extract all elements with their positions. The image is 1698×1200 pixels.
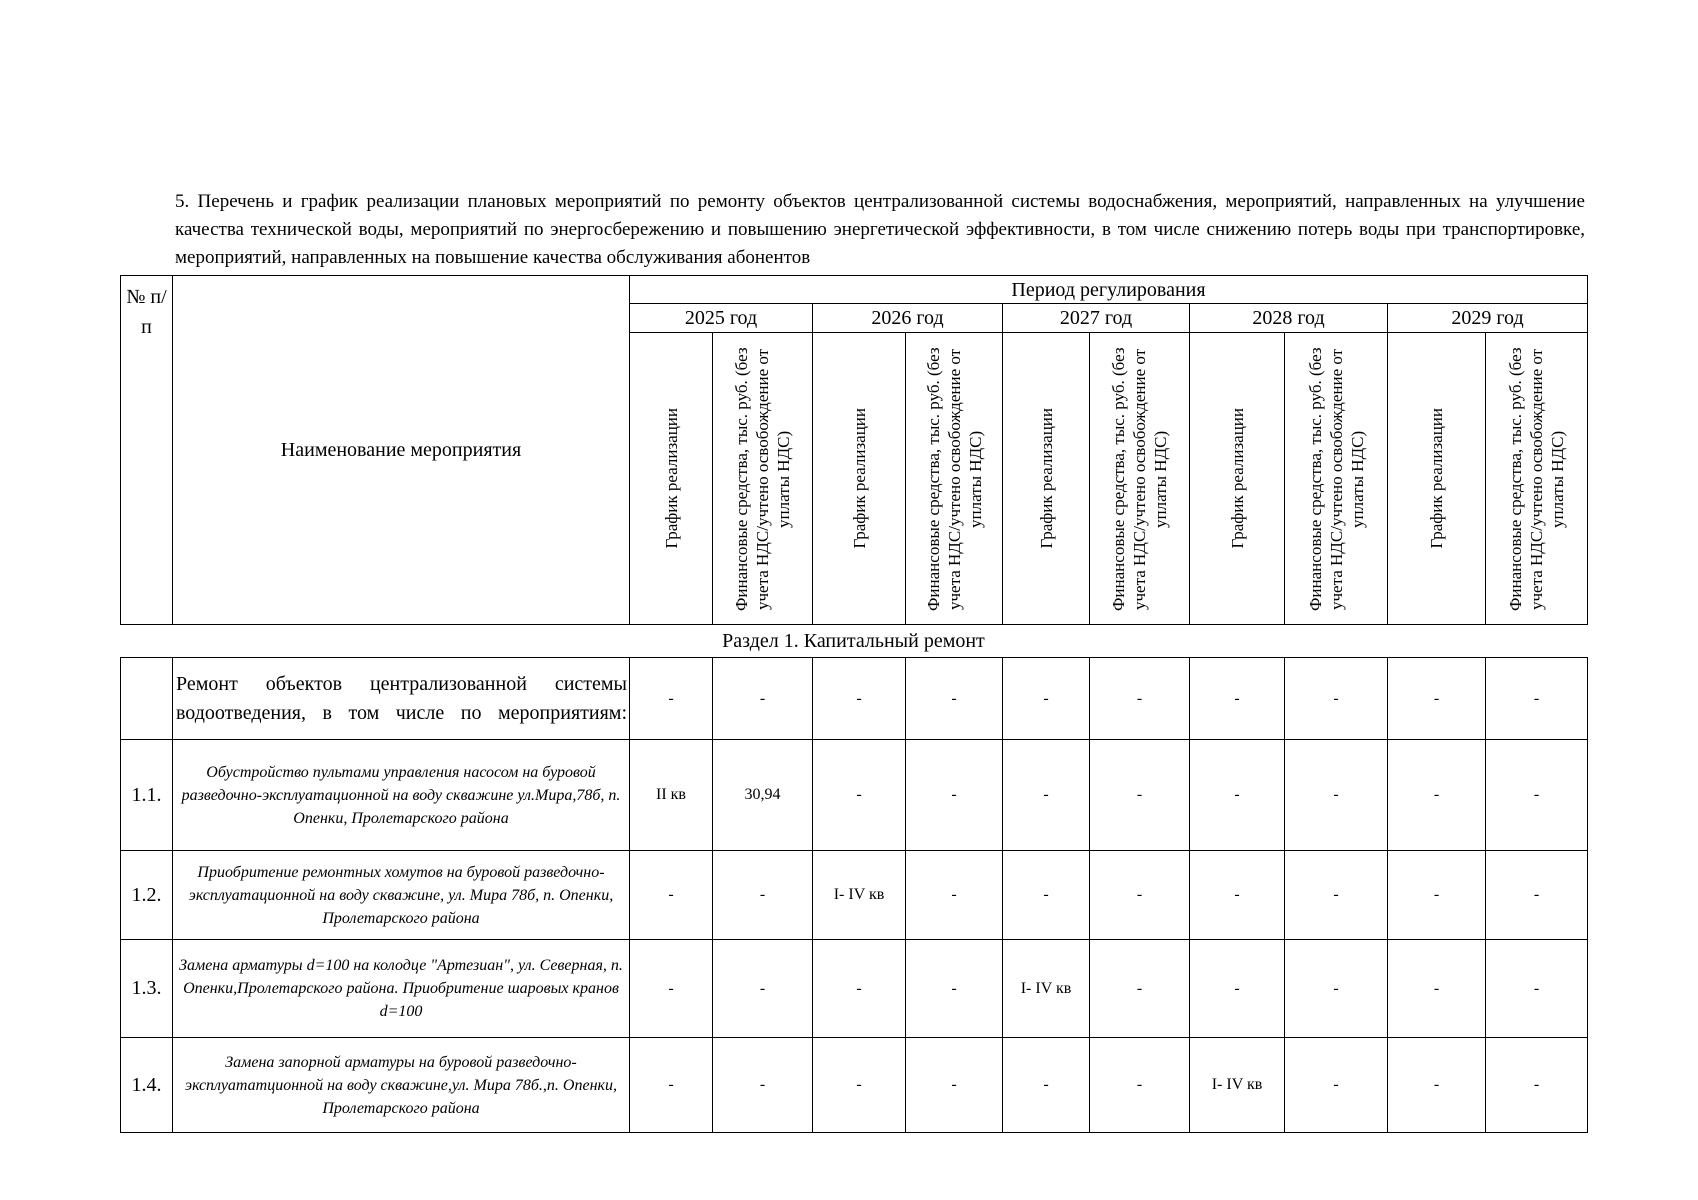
value-cell: - xyxy=(813,740,906,851)
sub-header-finance: Финансовые средства, тыс. руб. (без учета НДС/учтено освобождение от уплаты НДС) xyxy=(1305,346,1367,611)
table-row xyxy=(121,1038,1588,1133)
value-cell: - xyxy=(630,851,713,940)
value-cell: - xyxy=(1285,851,1388,940)
sub-header-finance: Финансовые средства, тыс. руб. (без учета НДС/учтено освобождение от уплаты НДС) xyxy=(1109,346,1170,611)
row-name: Замена запорной арматуры на буровой разведочно-эксплуататционной на воду скважине,ул. Мира 78б.,п. Опенки, Пролетарского района xyxy=(173,1038,630,1133)
value-cell: - xyxy=(1285,1038,1388,1133)
value-cell: - xyxy=(813,1038,906,1133)
sub-header-finance: Финансовые средства, тыс. руб. (без учета НДС/учтено освобождение от уплаты НДС) xyxy=(1506,346,1567,611)
value-cell: I- IV кв xyxy=(813,851,906,940)
value-cell: - xyxy=(630,658,713,740)
row-number: 1.3. xyxy=(121,940,173,1038)
value-cell: - xyxy=(713,658,813,740)
value-cell: - xyxy=(1190,658,1285,740)
row-number xyxy=(121,658,173,740)
value-cell: - xyxy=(906,740,1003,851)
value-cell: - xyxy=(1190,940,1285,1038)
value-cell: - xyxy=(813,940,906,1038)
value-cell: - xyxy=(713,851,813,940)
value-cell: I- IV кв xyxy=(1003,940,1090,1038)
table-row xyxy=(121,940,1588,1038)
value-cell: - xyxy=(906,940,1003,1038)
value-cell: - xyxy=(1486,1038,1588,1133)
section-title: Раздел 1. Капитальный ремонт xyxy=(722,630,985,652)
value-cell: - xyxy=(1090,740,1190,851)
value-cell: II кв xyxy=(630,740,713,851)
value-cell: I- IV кв xyxy=(1190,1038,1285,1133)
table-row xyxy=(121,851,1588,940)
value-cell: - xyxy=(1388,1038,1486,1133)
value-cell: - xyxy=(1388,940,1486,1038)
value-cell: - xyxy=(713,1038,813,1133)
value-cell: - xyxy=(1190,851,1285,940)
col-num-header: № п/п xyxy=(121,276,173,625)
value-cell: - xyxy=(906,1038,1003,1133)
value-cell: - xyxy=(1388,658,1486,740)
row-name: Приобритение ремонтных хомутов на буровой разведочно- эксплуатационной на воду скважине, ул. Мира 78б, п. Опенки, Пролетарского района xyxy=(173,851,630,940)
document-heading: 5. Перечень и график реализации плановых мероприятий по ремонту объектов централизованной системы водоснабжения, мероприятий, направленных на улучшение качества технической воды, мероприятий по энергосбережению и повышению энергетической эффективности, в том числе снижению потерь воды при транспортировке, мероприятий, направленных на повышение качества обслуживания абонентов xyxy=(175,191,1585,268)
value-cell: - xyxy=(1486,851,1588,940)
row-number: 1.1. xyxy=(121,740,173,851)
value-cell: - xyxy=(1285,740,1388,851)
row-name: Ремонт объектов централизованной системы водоотведения, в том числе по мероприятиям: xyxy=(173,658,630,740)
value-cell: - xyxy=(1003,1038,1090,1133)
value-cell: - xyxy=(630,1038,713,1133)
value-cell: - xyxy=(1486,940,1588,1038)
value-cell: - xyxy=(906,851,1003,940)
col-name-header: Наименование мероприятия xyxy=(173,276,630,625)
value-cell: - xyxy=(1190,740,1285,851)
sub-header-schedule: График реализации xyxy=(849,408,869,549)
value-cell: - xyxy=(713,940,813,1038)
value-cell: - xyxy=(1003,658,1090,740)
value-cell: - xyxy=(1486,658,1588,740)
sub-header-schedule: График реализации xyxy=(1227,408,1247,549)
value-cell: - xyxy=(1090,658,1190,740)
row-name: Обустройство пультами управления насосом на буровой разведочно-эксплуатационной на воду скважине ул.Мира,78б, п. Опенки, Пролетарского района xyxy=(173,740,630,851)
value-cell: - xyxy=(1090,851,1190,940)
value-cell: - xyxy=(906,658,1003,740)
sub-header-schedule: График реализации xyxy=(661,408,681,549)
table-row xyxy=(121,658,1588,740)
value-cell: - xyxy=(1090,1038,1190,1133)
row-number: 1.2. xyxy=(121,851,173,940)
value-cell: - xyxy=(1090,940,1190,1038)
year-header-2029: 2029 год xyxy=(1388,304,1588,333)
year-header-2027: 2027 год xyxy=(1003,304,1190,333)
sub-header-schedule: График реализации xyxy=(1036,408,1056,549)
sub-header-finance: Финансовые средства, тыс. руб. (без учета НДС/учтено освобождение от уплаты НДС) xyxy=(732,346,793,611)
value-cell: - xyxy=(1003,740,1090,851)
value-cell: - xyxy=(813,658,906,740)
table-row xyxy=(121,740,1588,851)
value-cell: 30,94 xyxy=(713,740,813,851)
value-cell: - xyxy=(1285,658,1388,740)
value-cell: - xyxy=(1003,851,1090,940)
year-header-2025: 2025 год xyxy=(630,304,813,333)
period-header: Период регулирования xyxy=(630,276,1588,304)
sub-header-finance: Финансовые средства, тыс. руб. (без учета НДС/учтено освобождение от уплаты НДС) xyxy=(923,346,985,611)
value-cell: - xyxy=(1388,851,1486,940)
row-name: Замена арматуры d=100 на колодце "Артезиан", ул. Северная, п. Опенки,Пролетарского района. Приобритение шаровых кранов d=100 xyxy=(173,940,630,1038)
value-cell: - xyxy=(1285,940,1388,1038)
value-cell: - xyxy=(630,940,713,1038)
plan-table-header xyxy=(120,275,1588,625)
sub-header-schedule: График реализации xyxy=(1427,408,1446,549)
value-cell: - xyxy=(1388,740,1486,851)
row-number: 1.4. xyxy=(121,1038,173,1133)
year-header-2026: 2026 год xyxy=(813,304,1003,333)
year-header-2028: 2028 год xyxy=(1190,304,1388,333)
value-cell: - xyxy=(1486,740,1588,851)
plan-table-body xyxy=(120,657,1588,1133)
